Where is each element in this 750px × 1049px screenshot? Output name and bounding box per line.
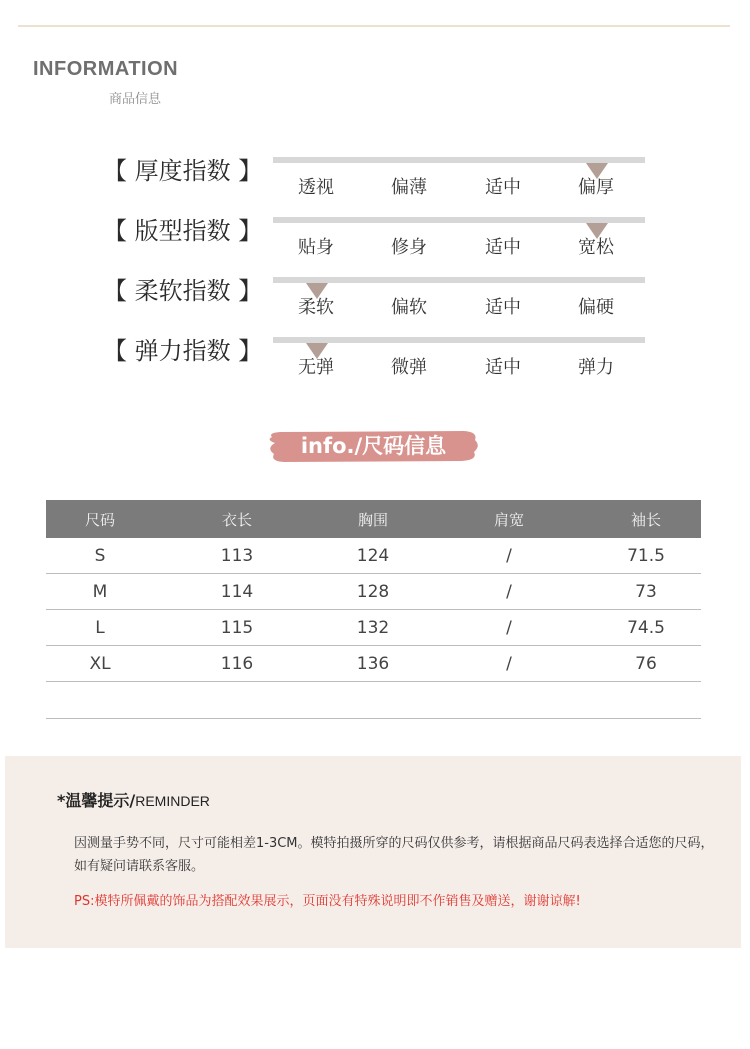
table-header-cell: 胸围 [357,511,388,529]
index-row [0,156,750,216]
table-row [46,538,701,574]
table-cell: L [95,618,105,638]
index-option: 偏软 [391,297,427,318]
index-label: 【 版型指数 】 [103,217,263,245]
table-cell: 115 [220,618,254,638]
index-option: 适中 [485,177,521,198]
table-row [46,610,701,646]
index-option: 适中 [485,297,521,318]
index-marker-icon [306,283,328,299]
index-option: 无弹 [298,357,334,378]
table-row [46,574,701,610]
index-option: 贴身 [298,237,334,258]
index-marker-icon [586,163,608,179]
table-cell: M [92,582,108,602]
index-scale-bar [273,277,645,283]
info-title-en: INFORMATION [33,58,179,80]
index-marker-icon [306,343,328,359]
table-row-empty [46,682,701,719]
table-cell: 116 [220,654,254,674]
table-cell: 128 [356,582,390,602]
reminder-title [57,788,210,811]
table-cell: 74.5 [627,618,665,638]
table-cell: 124 [356,546,390,566]
table-cell: 73 [635,582,657,602]
index-option: 适中 [485,237,521,258]
index-label: 【 厚度指数 】 [103,157,263,185]
table-cell: 71.5 [627,546,665,566]
size-table [46,500,701,719]
table-header-cell: 衣长 [221,511,252,529]
index-label: 【 柔软指数 】 [103,277,263,305]
index-option: 宽松 [578,237,614,258]
reminder-title-en: REMINDER [135,793,210,809]
table-cell: S [94,546,106,566]
reminder-panel [5,756,741,948]
index-option: 柔软 [298,297,334,318]
index-option: 偏厚 [578,177,614,198]
table-cell: 113 [220,546,254,566]
index-row [0,336,750,396]
table-cell: / [506,582,512,602]
index-option: 偏硬 [578,297,614,318]
reminder-text: 因测量手势不同，尺寸可能相差1-3CM。模特拍摄所穿的尺码仅供参考，请根据商品尺码表选择合适您的尺码，如有疑问请联系客服。 [74,836,714,874]
size-info-banner [266,428,481,464]
reminder-ps: PS:模特所佩戴的饰品为搭配效果展示，页面没有特殊说明即不作销售及赠送，谢谢谅解! [74,894,581,909]
index-row [0,216,750,276]
table-header-cell: 尺码 [84,511,115,529]
table-cell: / [506,618,512,638]
table-cell: 132 [356,618,390,638]
index-option: 修身 [391,237,427,258]
index-option: 适中 [485,357,521,378]
table-header-cell: 袖长 [630,511,661,529]
table-cell: XL [89,654,111,674]
table-body [46,538,701,719]
table-row [46,646,701,682]
info-title-cn: 商品信息 [109,92,162,107]
reminder-title-cn: *温馨提示/ [57,791,136,810]
index-label: 【 弹力指数 】 [103,337,263,365]
table-header [46,500,701,538]
table-cell: 76 [635,654,657,674]
banner-label: info./尺码信息 [300,434,447,458]
table-cell: 136 [356,654,390,674]
index-row [0,276,750,336]
top-divider [18,25,730,27]
index-option: 弹力 [578,357,614,378]
table-cell: 114 [220,582,254,602]
index-marker-icon [586,223,608,239]
table-cell: / [506,546,512,566]
index-option: 偏薄 [391,177,427,198]
table-cell: / [506,654,512,674]
index-option: 微弹 [391,357,427,378]
info-header [33,58,179,107]
table-header-cell: 肩宽 [493,511,524,529]
index-option: 透视 [298,177,334,198]
index-scale-bar [273,337,645,343]
